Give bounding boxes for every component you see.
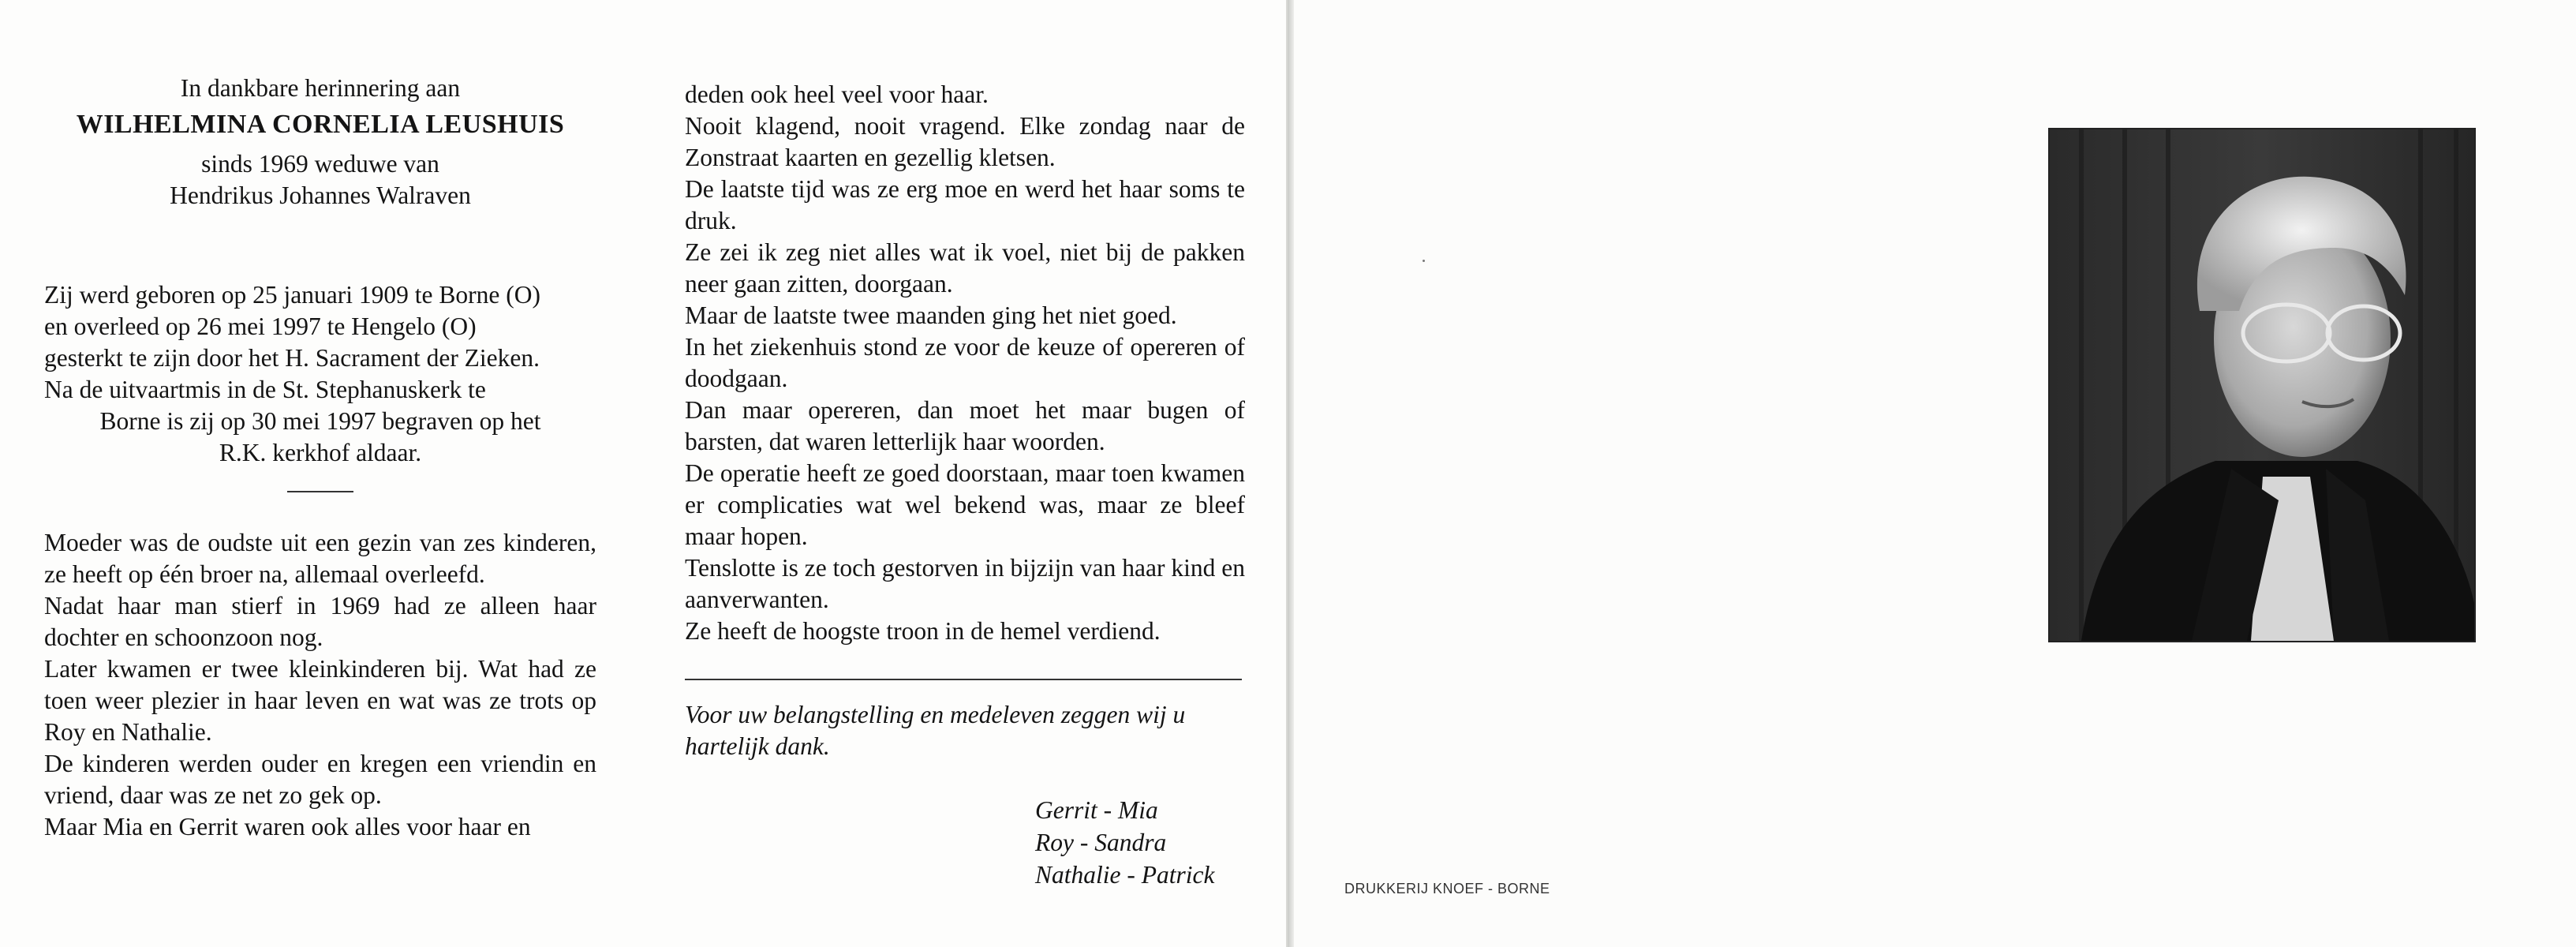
bio-line: Borne is zij op 30 mei 1997 begraven op het xyxy=(99,407,541,435)
signer-name: Gerrit - Mia xyxy=(1035,796,1158,824)
widow-line-1: sinds 1969 weduwe van xyxy=(201,150,439,178)
widow-line-2: Hendrikus Johannes Walraven xyxy=(170,182,471,209)
story-paragraph: Ze heeft de hoogste troon in de hemel verdiend. xyxy=(685,617,1161,645)
card-fold xyxy=(1288,0,1294,947)
bio-line: R.K. kerkhof aldaar. xyxy=(219,439,422,466)
right-text-column xyxy=(685,79,1245,891)
story-paragraph: Nooit klagend, nooit vragend. Elke zondag naar de Zonstraat kaarten en gezellig kletsen. xyxy=(685,112,1245,171)
story-paragraph: De laatste tijd was ze erg moe en werd het haar soms te druk. xyxy=(685,175,1245,234)
bio-line: Na de uitvaartmis in de St. Stephanuskerk te xyxy=(44,376,486,403)
signer-name: Roy - Sandra xyxy=(1035,829,1167,856)
story-paragraph: De kinderen werden ouder en kregen een vriendin en vriend, daar was ze net zo gek op. xyxy=(44,750,596,809)
story-paragraph: De operatie heeft ze goed doorstaan, maar toen kwamen er complicaties wat wel bekend was, maar ze bleef maar hopen. xyxy=(685,459,1245,550)
thanks-divider xyxy=(685,679,1242,680)
story-paragraph: Ze zei ik zeg niet alles wat ik voel, niet bij de pakken neer gaan zitten, doorgaan. xyxy=(685,238,1245,298)
thanks-text: Voor uw belangstelling en medeleven zeggen wij u hartelijk dank. xyxy=(685,701,1186,760)
story-paragraph: Tenslotte is ze toch gestorven in bijzijn van haar kind en aanverwanten. xyxy=(685,554,1245,613)
left-text-column xyxy=(44,73,596,843)
portrait-photo xyxy=(2048,128,2476,642)
bio-line: en overleed op 26 mei 1997 te Hengelo (O) xyxy=(44,313,477,340)
story-paragraph: deden ook heel veel voor haar. xyxy=(685,80,989,108)
signer-name: Nathalie - Patrick xyxy=(1035,861,1215,889)
story-paragraph: Nadat haar man stierf in 1969 had ze alleen haar dochter en schoonzoon nog. xyxy=(44,592,596,651)
bio-line: Zij werd geboren op 25 januari 1909 te Borne (O) xyxy=(44,281,540,309)
story-paragraph: In het ziekenhuis stond ze voor de keuze of opereren of doodgaan. xyxy=(685,333,1245,392)
section-divider xyxy=(287,491,353,492)
story-paragraph: Later kwamen er twee kleinkinderen bij. Wat had ze toen weer plezier in haar leven en wat was ze trots op Roy en Nathalie. xyxy=(44,655,596,746)
portrait-photo-icon xyxy=(2050,129,2474,641)
signers-block xyxy=(1035,794,1245,891)
story-paragraph: Maar Mia en Gerrit waren ook alles voor haar en xyxy=(44,813,531,840)
bio-line: gesterkt te zijn door het H. Sacrament der Zieken. xyxy=(44,344,540,372)
story-paragraph: Moeder was de oudste uit een gezin van zes kinderen, ze heeft op één broer na, allemaal overleefd. xyxy=(44,529,596,588)
deceased-name: WILHELMINA CORNELIA LEUSHUIS xyxy=(76,110,565,139)
printer-credit: DRUKKERIJ KNOEF - BORNE xyxy=(1344,881,1550,896)
print-speck xyxy=(1423,260,1425,262)
story-paragraph: Dan maar opereren, dan moet het maar bugen of barsten, dat waren letterlijk haar woorden. xyxy=(685,396,1245,455)
story-paragraph: Maar de laatste twee maanden ging het niet goed. xyxy=(685,301,1177,329)
intro-line: In dankbare herinnering aan xyxy=(180,74,461,102)
